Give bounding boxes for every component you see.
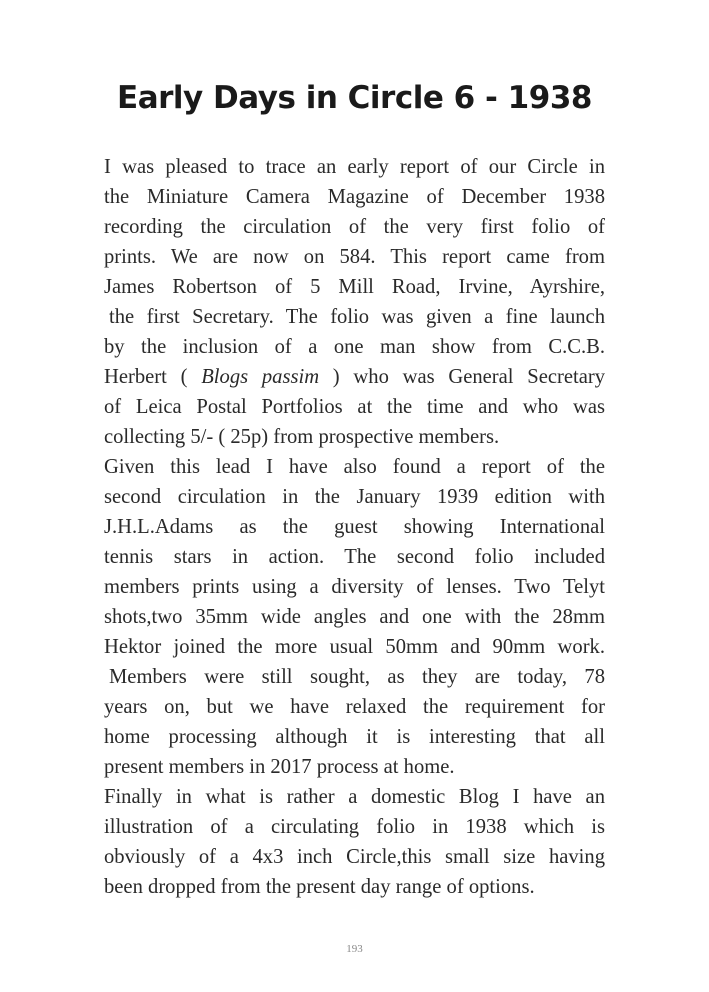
text-line: second circulation in the January 1939 edition with bbox=[104, 486, 605, 508]
text-line: shots,two 35mm wide angles and one with the 28mm bbox=[104, 606, 605, 628]
page-title: Early Days in Circle 6 - 1938 bbox=[117, 80, 592, 116]
text-line: I was pleased to trace an early report of our Circle in bbox=[104, 156, 605, 178]
text-line: by the inclusion of a one man show from C.C.B. bbox=[104, 336, 605, 358]
text-line: recording the circulation of the very first folio of bbox=[104, 216, 605, 238]
text-line: present members in 2017 process at home. bbox=[104, 756, 455, 778]
text-line: Members were still sought, as they are today, 78 bbox=[109, 666, 605, 688]
text-line: Finally in what is rather a domestic Blog I have an bbox=[104, 786, 605, 808]
text-line: J.H.L.Adams as the guest showing International bbox=[104, 516, 605, 538]
italic-blog-reference: Blogs passim bbox=[201, 366, 320, 388]
text-segment: ) who was General Secretary bbox=[319, 366, 606, 388]
text-line: illustration of a circulating folio in 1938 which is bbox=[104, 816, 605, 838]
text-line: James Robertson of 5 Mill Road, Irvine, Ayrshire, bbox=[104, 276, 605, 298]
text-line: of Leica Postal Portfolios at the time and who was bbox=[104, 396, 605, 418]
text-segment: Herbert ( bbox=[104, 366, 202, 388]
text-line: prints. We are now on 584. This report came from bbox=[104, 246, 605, 268]
text-line: Given this lead I have also found a report of the bbox=[104, 456, 605, 478]
text-line-with-italic bbox=[104, 362, 605, 392]
text-line: the first Secretary. The folio was given a fine launch bbox=[109, 306, 605, 328]
text-line: the Miniature Camera Magazine of December 1938 bbox=[104, 186, 605, 208]
text-line: collecting 5/- ( 25p) from prospective members. bbox=[104, 426, 500, 448]
text-line: members prints using a diversity of lenses. Two Telyt bbox=[104, 576, 605, 598]
text-line: obviously of a 4x3 inch Circle,this small size having bbox=[104, 846, 605, 868]
text-line: been dropped from the present day range of options. bbox=[104, 876, 535, 898]
text-line: Hektor joined the more usual 50mm and 90mm work. bbox=[104, 636, 605, 658]
article-body bbox=[104, 152, 605, 902]
text-line: tennis stars in action. The second folio included bbox=[104, 546, 605, 568]
text-line: years on, but we have relaxed the requirement for bbox=[104, 696, 605, 718]
text-line: home processing although it is interesting that all bbox=[104, 726, 605, 748]
page-number: 193 bbox=[346, 943, 363, 955]
